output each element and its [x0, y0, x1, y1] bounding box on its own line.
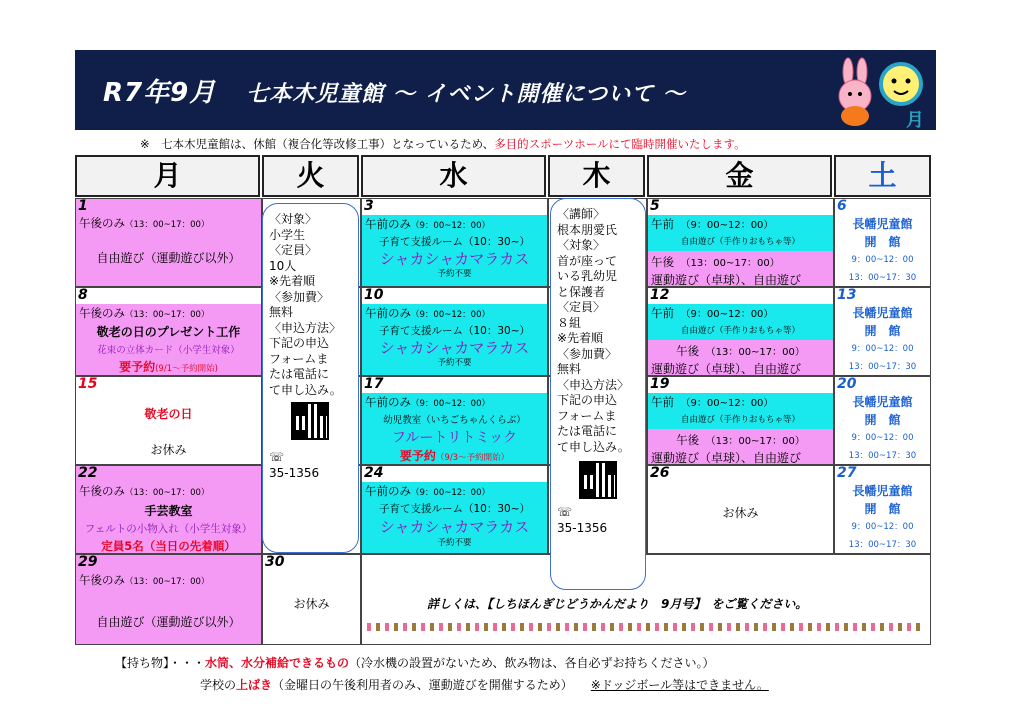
- weekday-wed: 水: [361, 155, 546, 197]
- flower-border: [367, 623, 925, 631]
- bubble-line: フォームま: [557, 408, 617, 423]
- weekday-fri: 金: [647, 155, 832, 197]
- afternoon: 午後: [676, 433, 700, 447]
- bubble-line: たは電話に: [269, 367, 330, 381]
- bubble-line: たは電話に: [557, 424, 618, 438]
- reserve-note: (9/1～予約開始): [155, 364, 218, 374]
- bring-label: 【持ち物】・・・: [115, 656, 206, 670]
- open-label: 開 館: [864, 413, 901, 427]
- shoes-line: [200, 676, 769, 693]
- infant-class: 幼児教室（いちごちゃんくらぶ）: [383, 415, 526, 426]
- tue-info-bubble: [262, 203, 359, 553]
- bring-items: 水筒、水分補給できるもの: [205, 656, 350, 670]
- time-range: （13：00~17：00）: [710, 347, 805, 358]
- date-number: 20: [837, 376, 857, 392]
- qr-code-icon[interactable]: [291, 402, 329, 440]
- day-cell-19: [647, 376, 834, 465]
- pm-hours: 13：00~17：30: [848, 451, 917, 461]
- day-cell-6: [834, 198, 931, 287]
- event-shaka: シャカシャカマラカス: [379, 250, 530, 268]
- day-cell-24: [361, 465, 548, 554]
- time-range: （13：00~17：00）: [125, 310, 210, 320]
- am-hours: 9：00~12：00: [851, 522, 914, 532]
- date-number: 13: [837, 287, 857, 303]
- bubble-line: て申し込み。: [269, 382, 342, 397]
- free-play-toys: 自由遊び（手作りおもちゃ等）: [680, 237, 800, 247]
- date-number: 24: [364, 465, 384, 481]
- morning: 午前: [651, 217, 674, 231]
- shoes-note: （金曜日の午後利用者のみ、運動遊びを開催するため）: [272, 678, 567, 692]
- morning-only: 午前のみ: [365, 306, 411, 320]
- notice-highlight: 多目的スポーツホールにて臨時開催いたします。: [494, 137, 746, 151]
- holiday-name: 敬老の日: [144, 407, 193, 421]
- phone-icon: ☏: [557, 505, 573, 519]
- time-range: （13：00~17：00）: [125, 488, 210, 498]
- phone-number[interactable]: 35-1356: [269, 465, 320, 480]
- time-range: （9：00~12：00）: [411, 221, 490, 231]
- day-cell-29: [75, 554, 262, 645]
- details-text: 詳しくは、【しちほんぎじどうかんだより 9月号】 をご覧ください。: [427, 597, 808, 611]
- day-cell-1: [75, 198, 262, 287]
- bubble-line: 〈講師〉: [557, 207, 606, 221]
- closed-label: お休み: [293, 597, 330, 611]
- date-number: 8: [78, 287, 88, 303]
- morning-only: 午前のみ: [365, 217, 411, 231]
- date-number: 22: [78, 465, 98, 481]
- date-number: 29: [78, 554, 98, 570]
- flower-card: 花束の立体カード（小学生対象）: [97, 345, 240, 356]
- notice-text: 七本木児童館は、休館（複合化等改修工事）となっているため、: [161, 137, 495, 151]
- venue: 長幡児童館: [852, 217, 913, 231]
- weekday-thu: 木: [548, 155, 645, 197]
- date-number: 10: [364, 287, 384, 303]
- sports-play: 運動遊び（卓球）、自由遊び: [651, 362, 802, 376]
- bubble-line: 〈参加費〉: [557, 346, 618, 361]
- title-banner: [75, 50, 935, 130]
- time-range: （13：00~17：00）: [685, 258, 780, 269]
- date-number: 17: [364, 376, 384, 392]
- bubble-line: 〈対象〉: [557, 238, 606, 252]
- bubble-line: 〈申込方法〉: [557, 377, 630, 392]
- bubble-line: 〈参加費〉: [269, 289, 330, 304]
- notice-line: [140, 136, 746, 152]
- support-room: 子育て支援ルーム（10：30~）: [378, 236, 531, 248]
- open-label: 開 館: [864, 235, 901, 249]
- date-number: 27: [837, 465, 857, 481]
- date-number: 1: [78, 198, 88, 214]
- sports-play: 運動遊び（卓球）、自由遊び: [651, 451, 802, 465]
- phone-icon: ☏: [269, 450, 285, 464]
- title-text: 七本木児童館 ～ イベント開催について ～: [246, 82, 686, 107]
- open-label: 開 館: [864, 324, 901, 338]
- morning-only: 午前のみ: [365, 395, 411, 409]
- support-room: 子育て支援ルーム（10：30~）: [378, 325, 531, 337]
- time-range: （13：00~17：00）: [125, 220, 210, 230]
- craft-class: 手芸教室: [144, 504, 193, 518]
- reserve-note: （9/3～予約開始）: [435, 453, 510, 463]
- phone-number[interactable]: 35-1356: [557, 520, 608, 535]
- event-shaka: シャカシャカマラカス: [379, 518, 530, 536]
- bubble-line: 首が座って: [557, 253, 618, 268]
- day-cell-8: [75, 287, 262, 376]
- am-hours: 9：00~12：00: [851, 255, 914, 265]
- bubble-line: て申し込み。: [557, 439, 630, 454]
- support-room: 子育て支援ルーム（10：30~）: [378, 503, 531, 515]
- time-range: （9：00~12：00）: [685, 398, 774, 409]
- date-number: 30: [265, 554, 285, 570]
- no-reserve: 予約不要: [437, 269, 472, 279]
- dodgeball-note: ※ドッジボール等はできません。: [590, 678, 769, 692]
- date-number: 26: [650, 465, 670, 481]
- shoes-prefix: 学校の: [200, 678, 237, 692]
- shoes-item: 上ばき: [236, 678, 273, 692]
- bubble-line: いる乳幼児: [557, 269, 618, 283]
- free-play-toys: 自由遊び（手作りおもちゃ等）: [680, 326, 800, 336]
- time-range: （9：00~12：00）: [411, 399, 490, 409]
- free-play: 自由遊び（運動遊び以外）: [96, 615, 241, 629]
- bubble-line: 下記の申込: [269, 336, 330, 350]
- event-shaka: シャカシャカマラカス: [379, 339, 530, 357]
- bubble-line: 無料: [557, 362, 582, 376]
- bubble-line: と保護者: [557, 284, 606, 299]
- rabbit-sun-mascot-icon: [826, 50, 936, 130]
- bubble-line: 無料: [269, 305, 294, 319]
- bubble-line: 根本朋愛氏: [557, 222, 618, 237]
- details-cell: [361, 554, 931, 645]
- sports-play: 運動遊び（卓球）、自由遊び: [651, 273, 802, 287]
- day-cell-15: [75, 376, 262, 465]
- afternoon: 午後: [651, 255, 674, 269]
- weekday-mon: 月: [75, 155, 260, 197]
- bring-items-line: [115, 654, 715, 671]
- bubble-line: ※先着順: [557, 331, 604, 345]
- day-cell-30: [262, 554, 361, 645]
- no-reserve: 予約不要: [437, 358, 472, 368]
- reserve-label: 要予約: [119, 360, 156, 374]
- afternoon-only: 午後のみ: [79, 216, 125, 230]
- date-number: 19: [650, 376, 670, 392]
- weekday-sat: 土: [834, 155, 931, 197]
- day-cell-22: [75, 465, 262, 554]
- felt-case: フェルトの小物入れ（小学生対象）: [84, 523, 253, 535]
- thu-info-bubble: [550, 198, 646, 590]
- am-hours: 9：00~12：00: [851, 344, 914, 354]
- afternoon-only: 午後のみ: [79, 484, 125, 498]
- pm-hours: 13：00~17：30: [848, 273, 917, 283]
- bubble-line: 〈申込方法〉: [269, 320, 342, 335]
- am-hours: 9：00~12：00: [851, 433, 914, 443]
- day-cell-20: [834, 376, 931, 465]
- free-play: 自由遊び（運動遊び以外）: [96, 251, 241, 265]
- date-number: 5: [650, 198, 660, 214]
- venue: 長幡児童館: [852, 306, 913, 320]
- bubble-line: フォームま: [269, 351, 329, 366]
- pm-hours: 13：00~17：30: [848, 540, 917, 550]
- pm-hours: 13：00~17：30: [848, 362, 917, 372]
- venue: 長幡児童館: [852, 395, 913, 409]
- day-cell-5: [647, 198, 834, 287]
- year-month: R7年9月: [103, 78, 217, 108]
- afternoon-only: 午後のみ: [79, 573, 125, 587]
- closed-label: お休み: [150, 443, 187, 457]
- bubble-line: 〈対象〉: [269, 212, 318, 226]
- bring-note: （冷水機の設置がないため、飲み物は、各自必ずお持ちください。）: [349, 656, 715, 670]
- page-title: [103, 72, 686, 109]
- qr-code-icon[interactable]: [579, 461, 617, 499]
- time-range: （9：00~12：00）: [685, 220, 774, 231]
- no-reserve: 予約不要: [437, 538, 472, 548]
- day-cell-3: [361, 198, 548, 287]
- morning-only: 午前のみ: [365, 484, 411, 498]
- time-range: （13：00~17：00）: [125, 577, 210, 587]
- capacity: 定員5名（当日の先着順）: [101, 539, 236, 553]
- bubble-line: 〈定員〉: [269, 243, 318, 257]
- free-play-toys: 自由遊び（手作りおもちゃ等）: [680, 415, 800, 425]
- date-number: 6: [837, 198, 847, 214]
- bubble-line: 下記の申込: [557, 393, 618, 407]
- bubble-line: ８組: [557, 315, 582, 330]
- bubble-line: 10人: [269, 258, 297, 273]
- time-range: （9：00~12：00）: [685, 309, 774, 320]
- svg-text:月: 月: [906, 110, 924, 130]
- open-label: 開 館: [864, 502, 901, 516]
- reserve-label: 要予約: [399, 449, 436, 463]
- date-number: 3: [364, 198, 374, 214]
- morning: 午前: [651, 395, 674, 409]
- time-range: （9：00~12：00）: [411, 310, 490, 320]
- event-rhythmic: フルートリトミック: [391, 430, 518, 446]
- morning: 午前: [651, 306, 674, 320]
- day-cell-17: [361, 376, 548, 465]
- date-number: 12: [650, 287, 670, 303]
- afternoon: 午後: [676, 344, 700, 358]
- bubble-line: 小学生: [269, 227, 306, 242]
- date-number: 15: [78, 376, 98, 392]
- weekday-tue: 火: [262, 155, 359, 197]
- closed-label: お休み: [722, 506, 759, 520]
- venue: 長幡児童館: [852, 484, 913, 498]
- day-cell-26: [647, 465, 834, 554]
- time-range: （13：00~17：00）: [710, 436, 805, 447]
- notice-mark: ※: [140, 137, 150, 151]
- respect-workshop: 敬老の日のプレゼント工作: [96, 325, 241, 339]
- bubble-line: ※先着順: [269, 274, 316, 288]
- day-cell-13: [834, 287, 931, 376]
- time-range: （9：00~12：00）: [411, 488, 490, 498]
- day-cell-10: [361, 287, 548, 376]
- day-cell-12: [647, 287, 834, 376]
- afternoon-only: 午後のみ: [79, 306, 125, 320]
- day-cell-27: [834, 465, 931, 554]
- bubble-line: 〈定員〉: [557, 300, 606, 314]
